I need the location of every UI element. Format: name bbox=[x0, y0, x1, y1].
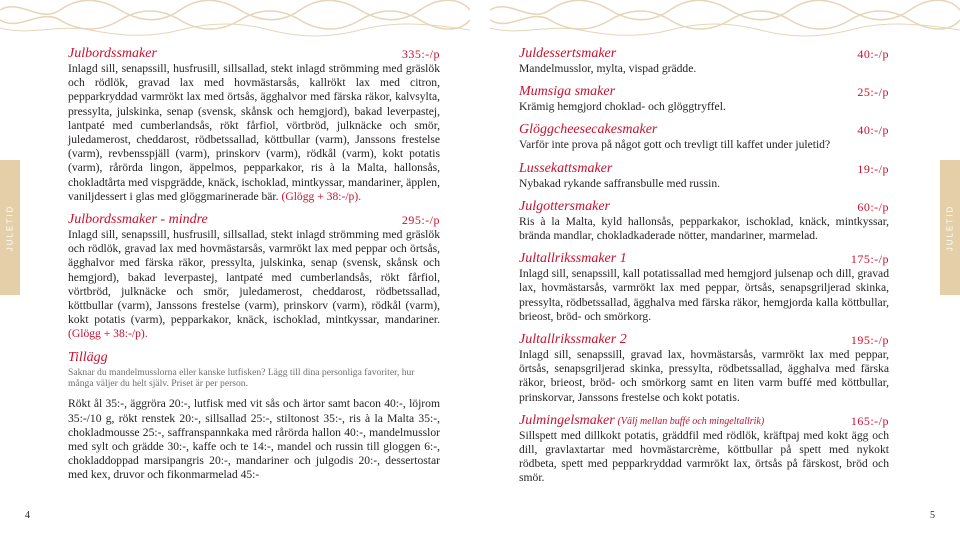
side-tab-right bbox=[940, 160, 960, 295]
menu-item-price: 165:-/p bbox=[850, 413, 889, 428]
menu-item-description: Ris à la Malta, kyld hallonsås, pepparkakor, ischoklad, knäck, mintkyssar, brända mandlar, chokladkaderade nötter, mandariner, marmelad. bbox=[519, 214, 889, 243]
menu-item-price: 175:-/p bbox=[850, 252, 889, 267]
menu-item-price: 40:-/p bbox=[857, 123, 889, 138]
menu-item-description: Sillspett med dillkokt potatis, gräddfil med rödlök, kräftpaj med kokt ägg och dill, gravlaxtartar med hovmästarcrème, köttbullar på spett med nykokt rödbeta, spett med pepparkryddad varmrökt lax, örtsås på färskost, bröd och smör. bbox=[519, 428, 889, 485]
menu-item-title: Julbordssmaker - mindre bbox=[68, 212, 208, 228]
menu-item-title: Juldessertsmaker bbox=[519, 46, 617, 61]
menu-item-description: Inlagd sill, senapssill, husfrusill, sillsallad, stekt inlagd strömming med gräslök och rödlök, gravad lax med hovmästarsås, varmrökt lax med peppar och örtsås, ägghalvor med färska räkor, pressylta, julskinka, senap (svensk, skånsk och hemgjord), bakad leverpastej, lantpaté med cumberlandsås, rökt fårfiol, vörtbröd, julknäcke och smör, juledamerost, cheddarost, rödbetssallad, köttbullar (varm), Janssons frestelse (varm), prinskorv (varm), rödkål (varm), kokt potatis (varm), pepparkakor, knäck, ischoklad, mintkyssar, mandariner. (Glögg + 38:-/p). bbox=[68, 228, 440, 341]
menu-item-price: 335:-/p bbox=[401, 47, 440, 61]
menu-item bbox=[519, 332, 889, 405]
menu-item-price: 25:-/p bbox=[857, 85, 889, 100]
menu-item-title: Julgottersmaker bbox=[519, 198, 610, 214]
menu-item-description: Inlagd sill, senapssill, kall potatissallad med hemgjord julsenap och dill, gravad lax, hovmästarsås, varmrökt lax med peppar, örtsås, senapsgriljerad skinka, pressylta, rödbetssallad, ägghalva med färska räkor, hemgjorda kalla köttbullar, brieost, bröd- och smörkorg. bbox=[519, 267, 889, 323]
glogg-addon: (Glögg + 38:-/p). bbox=[281, 189, 362, 203]
menu-item-price: 60:-/p bbox=[857, 199, 889, 214]
menu-item bbox=[519, 161, 889, 191]
menu-item-title: Glöggcheesecakesmaker bbox=[519, 122, 658, 138]
menu-item bbox=[519, 122, 889, 152]
menu-item bbox=[519, 199, 889, 243]
tillagg-section bbox=[68, 350, 440, 483]
menu-item-price: 40:-/p bbox=[857, 47, 889, 61]
top-ornament-left bbox=[0, 0, 470, 42]
menu-item-description: Inlagd sill, senapssill, gravad lax, hovmästarsås, varmrökt lax med peppar, örtsås, senapsgriljerad skinka, pressylta, rödbetssallad, ägghalva med färska räkor, brieost, bröd- och smörkorg samt en liten varm buffé med köttbullar, prinskorvar, Janssons frestelse och kokt potatis. bbox=[519, 348, 889, 404]
glogg-addon: (Glögg + 38:-/p). bbox=[68, 327, 148, 341]
tillagg-note: Saknar du mandelmusslorna eller kanske lutfisken? Lägg till dina personliga favoriter, hur många väljer du helt själv. Priset är per person. bbox=[68, 366, 415, 390]
menu-item bbox=[519, 413, 889, 486]
menu-item bbox=[68, 212, 440, 342]
menu-item-description: Inlagd sill, senapssill, husfrusill, sillsallad, stekt inlagd strömming med gräslök och rödlök, gravad lax med hovmästarsås, kallrökt lax med citron, pepparkryddad varmrökt lax med örtsås, ägghalvor med färska räkor, kalvsylta, pressylta, julskinka, senap (svensk, skånsk och hemgjord), bakad leverpastej, lantpaté med cumberlandsås, rökt fårfiol, vörtbröd, julknäcke och smör, juledamerost, cheddarost, rödbetssallad, köttbullar (varm), Janssons frestelse (varm), revbensspjäll (varm), prinskorv (varm), rödkål (varm), kokt potatis (varm), rårörda lingon, äppelmos, pepparkakor, ris à la Malta, hallonsås, chokladtårta med vispgrädde, knäck, ischoklad, mintkyssar, mandariner, äpplen, vaniljdessert i glas med glöggmarinerade bär. (Glögg + 38:-/p). bbox=[68, 62, 440, 203]
menu-item-subtitle: (Välj mellan buffé och mingeltallrik) bbox=[617, 415, 765, 427]
menu-item-title: Julbordssmaker bbox=[68, 46, 157, 61]
menu-item-description: Krämig hemgjord choklad- och glöggtryffel. bbox=[519, 100, 726, 114]
menu-item bbox=[519, 84, 889, 114]
menu-item bbox=[519, 251, 889, 324]
menu-item-description: Varför inte prova på något gott och trevligt till kaffet under juletid? bbox=[519, 138, 831, 152]
menu-item-title: Julmingelsmaker bbox=[519, 412, 615, 428]
menu-item-description: Nybakad rykande saffransbulle med russin. bbox=[519, 176, 721, 190]
tillagg-title: Tillägg bbox=[68, 349, 108, 365]
page-number-left: 4 bbox=[25, 510, 30, 521]
menu-item-price: 19:-/p bbox=[857, 161, 889, 176]
side-tab-left bbox=[0, 160, 20, 295]
menu-item-title: Lussekattsmaker bbox=[519, 160, 613, 176]
menu-item-price: 195:-/p bbox=[850, 333, 889, 348]
page-number-right: 5 bbox=[930, 510, 935, 521]
left-page-column bbox=[68, 46, 440, 491]
side-tab-label: JULETID bbox=[5, 204, 15, 251]
tillagg-list: Rökt ål 35:-, äggröra 20:-, lutfisk med vit sås och ärtor samt bacon 40:-, löjrom 35:-/10 g, rökt renstek 20:-, sillsallad 25:-, stiltonost 35:-, ris à la Malta 35:-, chokladmousse 25:-, saffranspannkaka med rårörda hallon 40:-, mandelmusslor med sylt och grädde 30:-, kaffe och te 14:-, mandel och russin till gloggen 6:-, chokladdoppad marsipangris 20:-, mandariner och julgodis 20:-, dessertostar med kex, druvor och fikonmarmelad 45:- bbox=[68, 397, 440, 482]
menu-item-price: 295:-/p bbox=[401, 213, 440, 228]
menu-item bbox=[68, 46, 440, 204]
menu-item-title: Mumsiga smaker bbox=[519, 84, 616, 100]
right-page-column bbox=[519, 46, 889, 494]
menu-item-description: Mandelmusslor, mylta, vispad grädde. bbox=[519, 62, 697, 75]
menu-item-title: Jultallrikssmaker 2 bbox=[519, 332, 627, 348]
menu-item-title: Jultallrikssmaker 1 bbox=[519, 251, 627, 267]
side-tab-label: JULETID bbox=[945, 204, 955, 251]
menu-item bbox=[519, 46, 889, 76]
top-ornament-right bbox=[490, 0, 960, 42]
